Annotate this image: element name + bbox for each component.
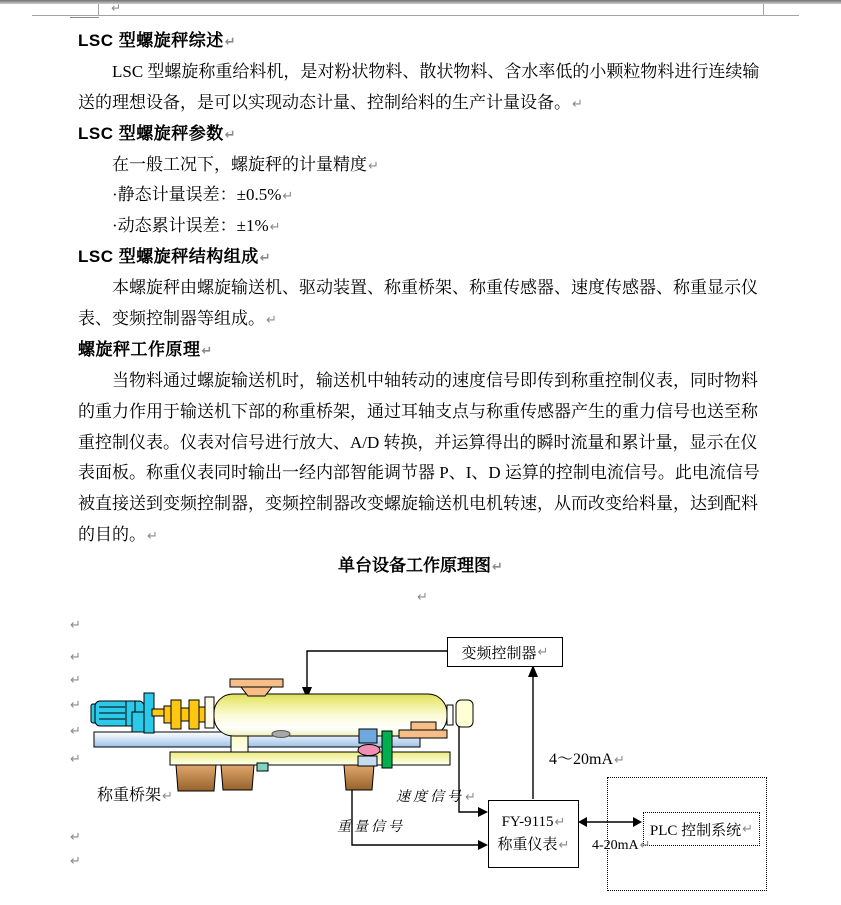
document-body bbox=[0, 26, 841, 582]
weigh-beam bbox=[94, 732, 420, 747]
doc-line: 当物料通过螺旋输送机时，输送机中轴转动的速度信号即传到称重控制仪表，同时物料 bbox=[112, 370, 758, 390]
paragraph-mark: ↵ bbox=[70, 830, 81, 845]
paragraph-mark: ↵ bbox=[492, 560, 503, 576]
paragraph-mark: ↵ bbox=[554, 815, 566, 830]
bridge-label: 称重桥架↵ bbox=[97, 787, 173, 804]
paragraph-mark: ↵ bbox=[614, 753, 625, 768]
motor bbox=[95, 701, 144, 726]
paragraph-mark: ↵ bbox=[558, 838, 570, 853]
frame-foot bbox=[344, 765, 374, 790]
header-boundary-line bbox=[32, 15, 799, 16]
vfd-controller-box: 变频控制器 ↵ bbox=[447, 637, 563, 667]
frame-foot bbox=[221, 765, 254, 790]
paragraph-mark: ↵ bbox=[70, 752, 81, 767]
frame-detail bbox=[257, 763, 268, 771]
current-4-20ma-plc-label: 4-20mA↵ bbox=[592, 838, 651, 853]
doc-line: 重控制仪表。仪表对信号进行放大、A/D 转换，并运算得出的瞬时流量和累计量，显示在仪 bbox=[78, 432, 758, 452]
paragraph-mark: ↵ bbox=[162, 789, 173, 804]
coupling bbox=[171, 700, 181, 729]
screw-feeder-machine bbox=[91, 679, 473, 791]
doc-line: 送的理想设备，是可以实现动态计量、控制给料的生产计量设备。↵ bbox=[78, 92, 583, 112]
doc-heading: LSC 型螺旋秤综述↵ bbox=[78, 31, 237, 50]
doc-heading: LSC 型螺旋秤参数↵ bbox=[78, 123, 237, 143]
doc-line: ·静态计量误差：±0.5%↵ bbox=[112, 185, 294, 205]
paragraph-mark: ↵ bbox=[269, 220, 281, 236]
motor-base bbox=[132, 712, 154, 732]
pivot-roller bbox=[358, 745, 380, 756]
coupling bbox=[189, 700, 199, 729]
paragraph-mark: ↵ bbox=[201, 343, 213, 359]
shaft-bearing bbox=[205, 697, 214, 728]
end-bearing bbox=[447, 705, 453, 725]
frame-foot bbox=[176, 765, 216, 791]
screw-conveyor-tube bbox=[214, 694, 447, 736]
doc-heading: LSC 型螺旋秤结构组成↵ bbox=[78, 247, 272, 267]
paragraph-mark: ↵ bbox=[70, 724, 81, 739]
weight-signal-label: 重量信号 bbox=[337, 820, 405, 835]
diagram-title: 单台设备工作原理图↵ bbox=[338, 556, 503, 576]
paragraph-mark: ↵ bbox=[639, 838, 651, 853]
header-boundary-tick-right bbox=[763, 4, 764, 16]
paragraph-mark: ↵ bbox=[70, 673, 81, 688]
outlet-bracket bbox=[411, 722, 436, 730]
coupling bbox=[199, 707, 205, 722]
coupling bbox=[181, 708, 189, 721]
paragraph-mark: ↵ bbox=[224, 127, 237, 143]
paragraph-mark: ↵ bbox=[70, 698, 81, 713]
current-4-20ma-vfd-label: 4～20mA↵ bbox=[549, 751, 625, 768]
motor-flange bbox=[144, 693, 154, 733]
doc-line: 的目的。↵ bbox=[78, 525, 158, 545]
paragraph-mark: ↵ bbox=[537, 644, 549, 660]
doc-line: ·动态累计误差：±1%↵ bbox=[112, 216, 281, 236]
paragraph-mark: ↵ bbox=[259, 251, 272, 267]
paragraph-mark: ↵ bbox=[224, 35, 237, 50]
outlet-flange bbox=[399, 730, 447, 738]
bridge-frame bbox=[170, 752, 450, 765]
paragraph-mark: ↵ bbox=[417, 590, 428, 605]
paragraph-mark: ↵ bbox=[111, 1, 122, 15]
motor-endcap bbox=[91, 704, 97, 723]
paragraph-mark: ↵ bbox=[282, 189, 294, 205]
paragraph-mark: ↵ bbox=[70, 854, 81, 869]
doc-line: 表面板。称重仪表同时输出一经内部智能调节器 P、I、D 运算的控制电流信号。此电流信号 bbox=[78, 463, 760, 483]
speed-signal-label: 速度信号↵ bbox=[396, 790, 479, 805]
coupling bbox=[164, 706, 171, 723]
plc-control-box: PLC 控制系统 ↵ bbox=[643, 812, 760, 846]
paragraph-mark: ↵ bbox=[742, 821, 754, 837]
paragraph-mark: ↵ bbox=[465, 790, 479, 805]
doc-line: 表、变频控制器等组成。↵ bbox=[78, 309, 277, 329]
header-boundary-segment bbox=[70, 17, 99, 18]
weighing-indicator-box: FY-9115↵ 称重仪表↵ bbox=[488, 800, 579, 868]
sensor-block bbox=[359, 729, 377, 743]
doc-line: 的重力作用于输送机下部的称重桥架，通过耳轴支点与称重传感器产生的重力信号也送至称 bbox=[78, 401, 758, 421]
doc-line: 被直接送到变频控制器，变频控制器改变螺旋输送机电机转速，从而改变给料量，达到配料 bbox=[78, 494, 758, 514]
paragraph-mark: ↵ bbox=[70, 618, 81, 633]
header-boundary-tick-left bbox=[98, 4, 99, 16]
doc-line: 在一般工况下，螺旋秤的计量精度↵ bbox=[112, 154, 379, 174]
paragraph-mark: ↵ bbox=[572, 96, 583, 112]
paragraph-mark: ↵ bbox=[147, 529, 158, 545]
paragraph-mark: ↵ bbox=[266, 313, 277, 329]
doc-line: 本螺旋秤由螺旋输送机、驱动装置、称重桥架、称重传感器、速度传感器、称重显示仪 bbox=[112, 278, 758, 298]
motor-fins bbox=[99, 701, 135, 726]
doc-heading: 螺旋秤工作原理↵ bbox=[78, 339, 213, 359]
support-post bbox=[231, 712, 248, 754]
speed-sensor bbox=[456, 700, 473, 727]
paragraph-mark: ↵ bbox=[368, 158, 379, 174]
load-cell bbox=[382, 731, 392, 768]
drive-shaft bbox=[152, 709, 164, 716]
doc-line: LSC 型螺旋称重给料机，是对粉状物料、散状物料、含水率低的小颗粒物料进行连续输 bbox=[112, 61, 760, 81]
hopper-flange bbox=[230, 679, 283, 687]
sensor-base bbox=[358, 756, 377, 766]
paragraph-mark: ↵ bbox=[70, 650, 81, 665]
window-top-edge bbox=[0, 0, 841, 4]
hopper bbox=[241, 687, 272, 696]
bearing-cap bbox=[272, 731, 290, 738]
